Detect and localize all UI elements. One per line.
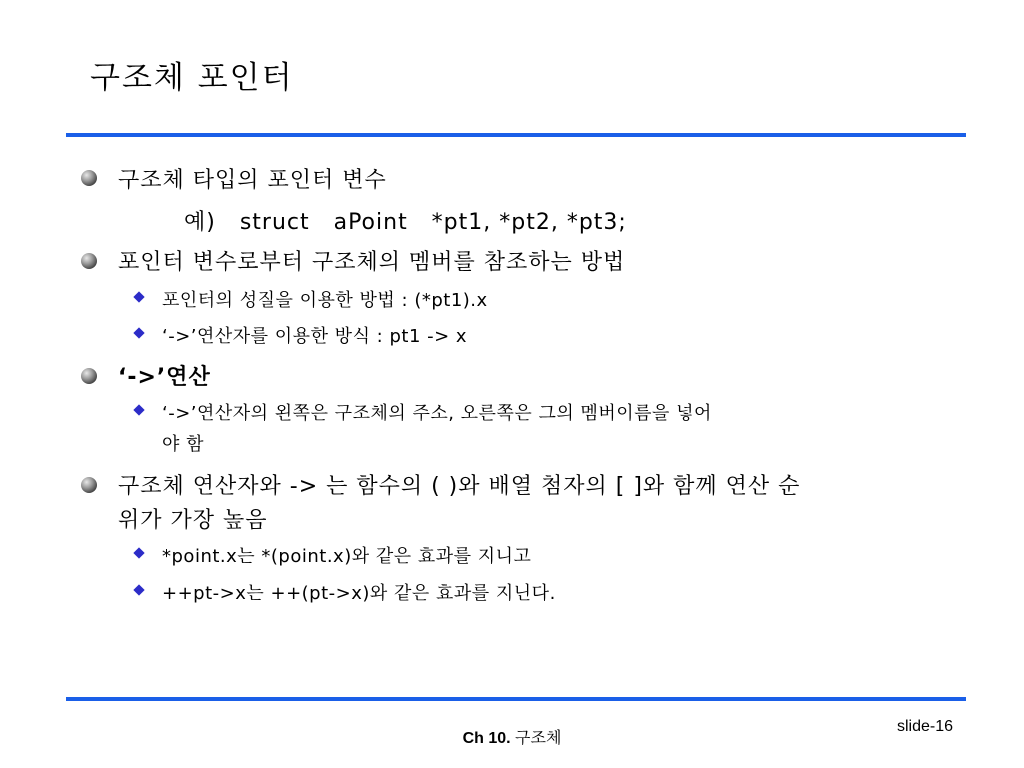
diamond-bullet-icon — [133, 584, 144, 595]
bottom-divider — [66, 697, 966, 701]
chapter-title: 구조체 — [510, 730, 562, 747]
footer-chapter — [0, 725, 1024, 748]
diamond-bullet-icon — [133, 547, 144, 558]
top-divider — [66, 133, 966, 137]
sphere-bullet-icon — [81, 368, 97, 384]
sub-bullet-text: 포인터의 성질을 이용한 방법 : (*pt1).x — [162, 290, 488, 311]
diamond-bullet-icon — [133, 327, 144, 338]
sub-bullet-text: *point.x는 *(point.x)와 같은 효과를 지니고 — [162, 546, 532, 567]
slide-number: slide-16 — [897, 718, 954, 735]
bullet-text: ‘->’연산 — [118, 365, 211, 390]
sub-bullet-text: ‘->’연산자를 이용한 방식 : pt1 -> x — [162, 326, 468, 347]
bullet-text: 포인터 변수로부터 구조체의 멤버를 참조하는 방법 — [118, 250, 626, 275]
sub-bullet-text: ‘->’연산자의 왼쪽은 구조체의 주소, 오른쪽은 그의 멤버이름을 넣어 — [162, 403, 712, 424]
sphere-bullet-icon — [81, 253, 97, 269]
chapter-number: Ch 10. — [462, 730, 511, 747]
bullet-text: 구조체 타입의 포인터 변수 — [118, 168, 387, 193]
sphere-bullet-icon — [81, 170, 97, 186]
sub-bullet-text: ++pt->x는 ++(pt->x)와 같은 효과를 지닌다. — [162, 583, 556, 604]
sphere-bullet-icon — [81, 477, 97, 493]
bullet-text-cont: 위가 가장 높음 — [118, 508, 268, 533]
diamond-bullet-icon — [133, 291, 144, 302]
code-example: 예) struct aPoint *pt1, *pt2, *pt3; — [184, 210, 627, 235]
bullet-text: 구조체 연산자와 -> 는 함수의 ( )와 배열 첨자의 [ ]와 함께 연산 순 — [118, 474, 801, 499]
slide-title: 구조체 포인터 — [90, 60, 294, 96]
diamond-bullet-icon — [133, 404, 144, 415]
sub-bullet-text-cont: 야 함 — [162, 434, 204, 455]
